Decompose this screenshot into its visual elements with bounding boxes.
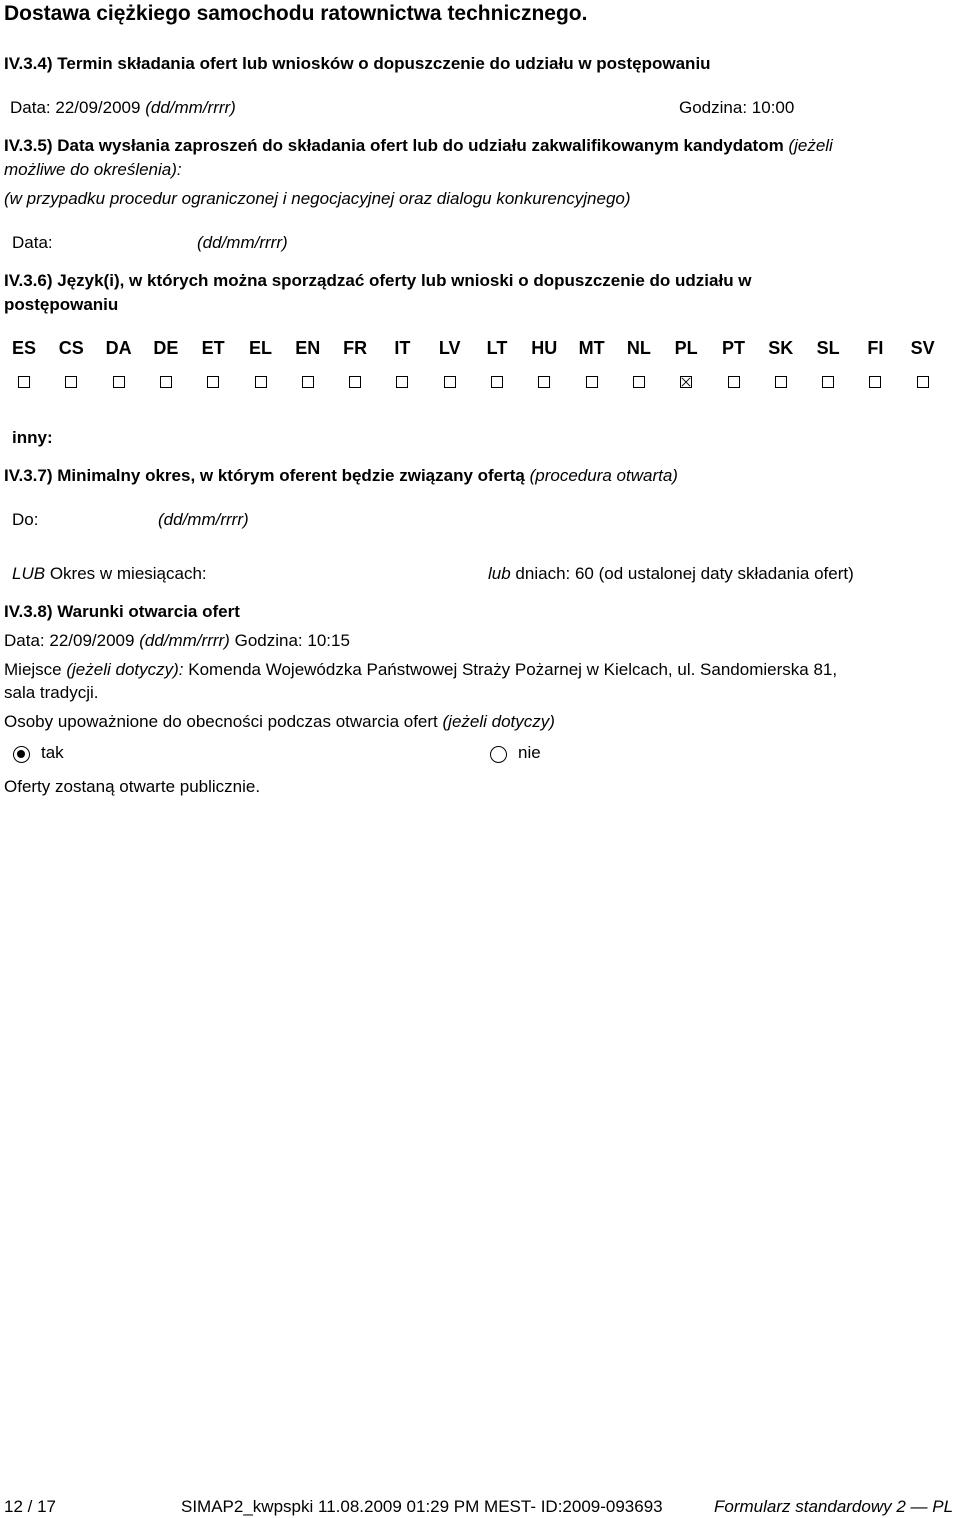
s5-note: (w przypadku procedur ograniczonej i negocjacyjnej oraz dialogu konkurencyjnego) bbox=[4, 189, 631, 208]
s4-time-label: Godzina: bbox=[679, 98, 748, 117]
s8-date-value: 22/09/2009 bbox=[49, 631, 135, 650]
s8-persons-row bbox=[4, 712, 555, 732]
language-code-fi: FI bbox=[867, 338, 884, 358]
s4-time-value: 10:00 bbox=[751, 98, 795, 117]
language-checkbox-es[interactable] bbox=[18, 376, 30, 388]
language-checkbox-cs[interactable] bbox=[65, 376, 77, 388]
s5-heading-italic-2: możliwe do określenia): bbox=[4, 160, 182, 179]
radio-tak-label: tak bbox=[41, 743, 64, 762]
s5-date-format: (dd/mm/rrrr) bbox=[197, 233, 288, 252]
language-code-mt: MT bbox=[578, 338, 605, 358]
s8-date-label: Data: bbox=[4, 631, 45, 650]
language-checkbox-mt[interactable] bbox=[586, 376, 598, 388]
language-code-sk: SK bbox=[768, 338, 794, 358]
language-code-el: EL bbox=[248, 338, 272, 358]
s8-persons-label: Osoby upoważnione do obecności podczas otwarcia ofert bbox=[4, 712, 438, 731]
language-code-sl: SL bbox=[816, 338, 840, 358]
radio-tak-selected-dot bbox=[17, 750, 25, 758]
language-code-pl: PL bbox=[674, 338, 698, 358]
language-checkbox-en[interactable] bbox=[302, 376, 314, 388]
language-code-lv: LV bbox=[438, 338, 461, 358]
s4-time-row bbox=[679, 98, 794, 118]
checkbox-cross-icon bbox=[681, 377, 691, 387]
language-code-pt: PT bbox=[721, 338, 745, 358]
s8-time-value: 10:15 bbox=[307, 631, 350, 650]
s8-place-italic: (jeżeli dotyczy): bbox=[66, 660, 184, 679]
s4-date-row bbox=[10, 98, 236, 118]
s7-do-format: (dd/mm/rrrr) bbox=[158, 510, 249, 529]
language-code-sv: SV bbox=[910, 338, 935, 358]
section-heading-iv-3-7 bbox=[4, 466, 678, 486]
language-checkbox-da[interactable] bbox=[113, 376, 125, 388]
s7-days-row bbox=[488, 564, 854, 584]
language-checkbox-nl[interactable] bbox=[633, 376, 645, 388]
language-checkbox-lt[interactable] bbox=[491, 376, 503, 388]
s7-lub-1: LUB bbox=[12, 564, 46, 583]
language-code-et: ET bbox=[201, 338, 225, 358]
section-heading-iv-3-4: IV.3.4) Termin składania ofert lub wniosków o dopuszczenie do udziału w postępowaniu bbox=[4, 54, 711, 73]
language-checkbox-fr[interactable] bbox=[349, 376, 361, 388]
section-heading-iv-3-6-cont: postępowaniu bbox=[4, 295, 119, 314]
language-checkbox-pt[interactable] bbox=[728, 376, 740, 388]
language-checkbox-fi[interactable] bbox=[869, 376, 881, 388]
language-code-hu: HU bbox=[531, 338, 558, 358]
language-checkbox-pl[interactable] bbox=[680, 376, 692, 388]
language-code-nl: NL bbox=[626, 338, 651, 358]
s8-place-value-cont: sala tradycji. bbox=[4, 683, 99, 702]
language-code-fr: FR bbox=[343, 338, 368, 358]
radio-tak[interactable] bbox=[13, 746, 30, 763]
s8-time-label: Godzina: bbox=[234, 631, 303, 650]
s7-heading-bold: IV.3.7) Minimalny okres, w którym oferent będzie związany ofertą bbox=[4, 466, 525, 485]
section-heading-iv-3-5 bbox=[4, 136, 833, 156]
s7-lub-2: lub bbox=[488, 564, 511, 583]
s5-heading-italic-1: (jeżeli bbox=[788, 136, 833, 155]
s8-place-row bbox=[4, 660, 837, 680]
language-checkbox-et[interactable] bbox=[207, 376, 219, 388]
language-checkbox-el[interactable] bbox=[255, 376, 267, 388]
s5-date-label: Data: bbox=[12, 233, 53, 252]
s4-date-label: Data: bbox=[10, 98, 51, 117]
s7-days-text: dniach: 60 (od ustalonej daty składania ofert) bbox=[515, 564, 854, 583]
language-checkbox-de[interactable] bbox=[160, 376, 172, 388]
s8-place-label: Miejsce bbox=[4, 660, 62, 679]
s7-months-label: Okres w miesiącach: bbox=[49, 564, 207, 583]
s4-date-value: 22/09/2009 bbox=[55, 98, 141, 117]
language-checkbox-hu[interactable] bbox=[538, 376, 550, 388]
s8-date-row bbox=[4, 631, 350, 651]
radio-nie-label: nie bbox=[518, 743, 541, 762]
s5-heading-bold: IV.3.5) Data wysłania zaproszeń do składania ofert lub do udziału zakwalifikowanym kandydatom bbox=[4, 136, 784, 155]
s7-months-row bbox=[12, 564, 207, 584]
radio-nie[interactable] bbox=[490, 746, 507, 763]
language-code-en: EN bbox=[295, 338, 321, 358]
s7-do-label: Do: bbox=[12, 510, 39, 529]
footer-document-id: SIMAP2_kwpspki 11.08.2009 01:29 PM MEST- ID:2009-093693 bbox=[181, 1497, 663, 1516]
language-checkbox-sl[interactable] bbox=[822, 376, 834, 388]
s8-place-value: Komenda Wojewódzka Państwowej Straży Pożarnej w Kielcach, ul. Sandomierska 81, bbox=[188, 660, 838, 679]
language-checkbox-sk[interactable] bbox=[775, 376, 787, 388]
other-language-label: inny: bbox=[12, 428, 53, 447]
language-code-es: ES bbox=[11, 338, 36, 358]
language-code-da: DA bbox=[105, 338, 132, 358]
language-code-de: DE bbox=[153, 338, 179, 358]
language-checkbox-lv[interactable] bbox=[444, 376, 456, 388]
s4-date-format: (dd/mm/rrrr) bbox=[145, 98, 236, 117]
section-heading-iv-3-6: IV.3.6) Język(i), w których można sporządzać oferty lub wnioski o dopuszczenie do udziału w bbox=[4, 271, 752, 290]
language-code-lt: LT bbox=[486, 338, 508, 358]
footer-page-number: 12 / 17 bbox=[4, 1497, 56, 1516]
s8-persons-italic: (jeżeli dotyczy) bbox=[442, 712, 555, 731]
s8-public-note: Oferty zostaną otwarte publicznie. bbox=[4, 777, 261, 796]
s7-heading-italic: (procedura otwarta) bbox=[529, 466, 678, 485]
s8-date-format: (dd/mm/rrrr) bbox=[139, 631, 230, 650]
language-code-it: IT bbox=[394, 338, 411, 358]
language-checkbox-sv[interactable] bbox=[917, 376, 929, 388]
page-title: Dostawa ciężkiego samochodu ratownictwa technicznego. bbox=[4, 2, 588, 25]
section-heading-iv-3-8: IV.3.8) Warunki otwarcia ofert bbox=[4, 602, 240, 621]
language-code-cs: CS bbox=[58, 338, 84, 358]
footer-form-name: Formularz standardowy 2 — PL bbox=[714, 1497, 954, 1516]
language-checkbox-it[interactable] bbox=[396, 376, 408, 388]
